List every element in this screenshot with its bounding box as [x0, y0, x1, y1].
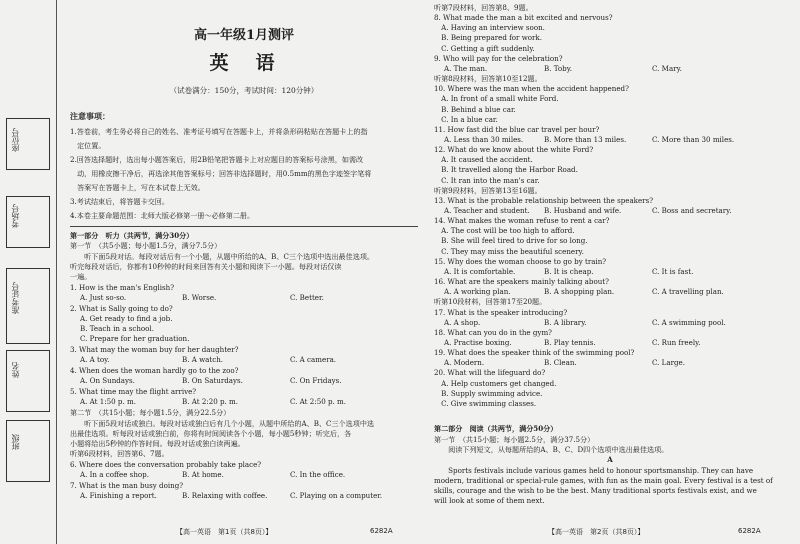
section2-intro: 听第6段材料，回答第6、7题。: [70, 449, 169, 458]
listening-instruction: 听第7段材料，回答第8、9题。: [434, 3, 533, 12]
option: B. Supply swimming advice.: [434, 388, 543, 398]
part1-heading: 第一部分 听力（共两节，满分30分）: [70, 231, 194, 240]
option: B. Toby.: [544, 63, 573, 73]
option: A. A toy.: [80, 355, 110, 364]
option: B. On Saturdays.: [182, 376, 243, 385]
binding-strip: [0, 0, 57, 544]
seat-label: 座位号: [11, 128, 20, 152]
option: A. At 1:50 p. m.: [80, 397, 136, 406]
option: A. Finishing a report.: [80, 491, 157, 500]
section2-intro: 听下面5段对话或独白。每段对话或独白后有几个小题，从题中所给的A、B、C三个选项中选: [70, 419, 375, 428]
option: B. It travelled along the Harbor Road.: [434, 165, 578, 175]
question: 19. What does the speaker think of the swimming pool?: [434, 348, 635, 358]
name-box: [6, 350, 50, 412]
question: 18. What can you do in the gym?: [434, 327, 552, 337]
exam-meta: （试卷满分：150分，考试时间：120分钟）: [169, 86, 319, 95]
question: 10. Where was the man when the accident happened?: [434, 84, 629, 94]
option: B. A shopping plan.: [544, 287, 615, 297]
note-line: 4.本卷主要命题范围：北师大版必修第一册～必修第二册。: [70, 211, 255, 220]
option: B. A library.: [544, 317, 587, 327]
question: 3. What may the woman buy for her daughter?: [70, 345, 239, 354]
ticket-label: 准考证号: [11, 282, 20, 314]
divider: [70, 226, 418, 227]
notes-heading: 注意事项：: [70, 111, 110, 121]
name-label: 姓名: [11, 362, 20, 378]
option: B. Behind a blue car.: [434, 104, 516, 114]
section1-intro: 听完每段对话后，你都有10秒钟的时间来回答有关小题和阅读下一小题。每段对话仅读: [70, 262, 342, 271]
option: C. On Fridays.: [290, 376, 342, 385]
passage-line: Sports festivals include various games held to honour sportsmanship. They can have: [434, 466, 754, 475]
question: 12. What do we know about the white Ford?: [434, 145, 594, 155]
question: 14. What makes the woman refuse to rent a car?: [434, 216, 610, 226]
question: 9. Who will pay for the celebration?: [434, 53, 563, 63]
option: C. Run freely.: [652, 337, 701, 347]
section2-heading: 第二节 （共15小题；每小题1.5分，满分22.5分）: [70, 408, 231, 417]
note-line: 动，用橡皮擦干净后，再选涂其他答案标号；回答非选择题时，用0.5mm的黑色字迹签字笔将: [70, 169, 372, 178]
option: C. Give swimming classes.: [434, 398, 537, 408]
passage-line: skills, courage and the wish to be the best. Many traditional sports festivals exist, and we: [434, 486, 757, 495]
option: C. It ran into the man's car.: [434, 175, 540, 185]
section1-intro: 一遍。: [70, 272, 92, 281]
option: A. Help customers get changed.: [434, 378, 557, 388]
question: 5. What time may the flight arrive?: [70, 387, 197, 396]
option: A. Less than 30 miles.: [444, 134, 524, 144]
note-line: 答案写在答题卡上，写在本试卷上无效。: [70, 183, 205, 192]
option: C. More than 30 miles.: [652, 134, 735, 144]
listening-instruction: 听第10段材料，回答第17至20题。: [434, 297, 547, 307]
option: C. Boss and secretary.: [652, 206, 732, 215]
question: 20. What will the lifeguard do?: [434, 368, 546, 378]
option: C. In the office.: [290, 470, 346, 479]
question: 8. What made the man a bit excited and nervous?: [434, 13, 613, 23]
option: A. Just so-so.: [80, 293, 127, 302]
question: 2. What is Sally going to do?: [70, 304, 173, 313]
question: 1. How is the man's English?: [70, 283, 175, 292]
option: C. They may miss the beautiful scenery.: [434, 246, 584, 256]
listening-instruction: 听第9段材料，回答第13至16题。: [434, 185, 542, 195]
reading-intro: 阅读下列短文，从每题所给的A、B、C、D四个选项中选出最佳选项。: [434, 445, 669, 454]
option: B. Relaxing with coffee.: [182, 491, 268, 500]
passage-line: modern, traditional or special-rule games, with fun as the main goal. Every festival is a test of: [434, 476, 773, 485]
question: 11. How fast did the blue car travel per hour?: [434, 124, 600, 134]
option: A. The man.: [444, 63, 488, 73]
option: C. Large.: [652, 358, 686, 368]
option: B. A watch.: [182, 355, 224, 364]
option: A. Get ready to find a job.: [80, 314, 173, 323]
note-line: 3.考试结束后，将答题卡交回。: [70, 197, 169, 206]
passage-line: will look at some of them next.: [434, 496, 545, 505]
page-footer: 【高一英语 第2页（共8页）】: [548, 528, 645, 536]
question: 13. What is the probable relationship between the speakers?: [434, 195, 654, 205]
option: C. A swimming pool.: [652, 317, 726, 327]
passage-label: A: [607, 455, 613, 464]
option: A. In front of a small white Ford.: [434, 94, 559, 104]
right-page: [434, 0, 786, 544]
subject-title: 英 语: [209, 52, 279, 74]
option: C. Getting a gift suddenly.: [434, 43, 535, 53]
option: A. Having an interview soon.: [434, 23, 545, 33]
option: A. Teacher and student.: [444, 206, 530, 215]
page-footer: 【高一英语 第1页（共8页）】: [176, 528, 273, 536]
question: 17. What is the speaker introducing?: [434, 307, 568, 317]
option: C. A travelling plan.: [652, 287, 724, 297]
part2-heading: 第二部分 阅读（共两节，满分50分）: [434, 424, 558, 433]
note-line: 定位置。: [70, 141, 106, 150]
class-label: 班级: [11, 434, 20, 450]
paper-code: 6282A: [370, 527, 393, 535]
left-page: [70, 0, 418, 544]
option: C. At 2:50 p. m.: [290, 397, 347, 406]
option: A. A working plan.: [444, 287, 511, 297]
note-line: 2.回答选择题时，选出每小题答案后，用2B铅笔把答题卡上对应题目的答案标号涂黑，如需改: [70, 155, 364, 164]
class-box: [6, 420, 50, 482]
note-line: 1.答卷前，考生务必将自己的姓名、准考证号填写在答题卡上，并将条形码粘贴在答题卡上的指: [70, 127, 368, 136]
option: C. Better.: [290, 293, 324, 302]
reading-section1-heading: 第一节 （共15小题；每小题2.5分，满分37.5分）: [434, 435, 595, 444]
paper-code: 6282A: [738, 527, 761, 535]
option: C. Playing on a computer.: [290, 491, 383, 500]
option: C. It is fast.: [652, 266, 694, 276]
option: C. In a blue car.: [434, 114, 498, 124]
option: C. Mary.: [652, 63, 682, 73]
question: 15. Why does the woman choose to go by train?: [434, 256, 607, 266]
option: A. It is comfortable.: [444, 266, 516, 276]
option: B. Being prepared for work.: [434, 33, 542, 43]
option: B. Teach in a school.: [80, 324, 154, 333]
section2-intro: 小题将给出5秒钟的作答时间。每段对话或独白读两遍。: [70, 439, 245, 448]
question: 7. What is the man busy doing?: [70, 481, 184, 490]
option: A. It caused the accident.: [434, 155, 533, 165]
option: B. It is cheap.: [544, 266, 594, 276]
option: C. Prepare for her graduation.: [80, 334, 190, 343]
option: A. A shop.: [444, 317, 481, 327]
room-label: 考场号: [11, 204, 20, 228]
option: A. The cost will be too high to afford.: [434, 226, 575, 236]
option: B. Play tennis.: [544, 337, 596, 347]
option: B. At 2:20 p. m.: [182, 397, 239, 406]
option: B. She will feel tired to drive for so long.: [434, 236, 588, 246]
exam-title: 高一年级1月测评: [193, 28, 295, 43]
option: B. More than 13 miles.: [544, 134, 627, 144]
option: B. At home.: [182, 470, 224, 479]
option: B. Worse.: [182, 293, 217, 302]
listening-instruction: 听第8段材料，回答第10至12题。: [434, 74, 542, 84]
option: A. Practise boxing.: [444, 337, 512, 347]
option: A. On Sundays.: [80, 376, 135, 385]
section1-heading: 第一节 （共5小题；每小题1.5分，满分7.5分）: [70, 241, 222, 250]
section1-intro: 听下面5段对话。每段对话后有一个小题，从题中所给的A、B、C三个选项中选出最佳选项。: [70, 252, 375, 261]
option: A. In a coffee shop.: [80, 470, 149, 479]
section2-intro: 出最佳选项。听每段对话或独白前，你将有时间阅读各个小题，每小题5秒钟；听完后，各: [70, 429, 352, 438]
question: 4. When does the woman hardly go to the zoo?: [70, 366, 239, 375]
question: 6. Where does the conversation probably take place?: [70, 460, 262, 469]
option: B. Clean.: [544, 358, 577, 368]
option: C. A camera.: [290, 355, 337, 364]
option: B. Husband and wife.: [544, 206, 622, 215]
option: A. Modern.: [444, 358, 485, 368]
question: 16. What are the speakers mainly talking about?: [434, 277, 609, 287]
